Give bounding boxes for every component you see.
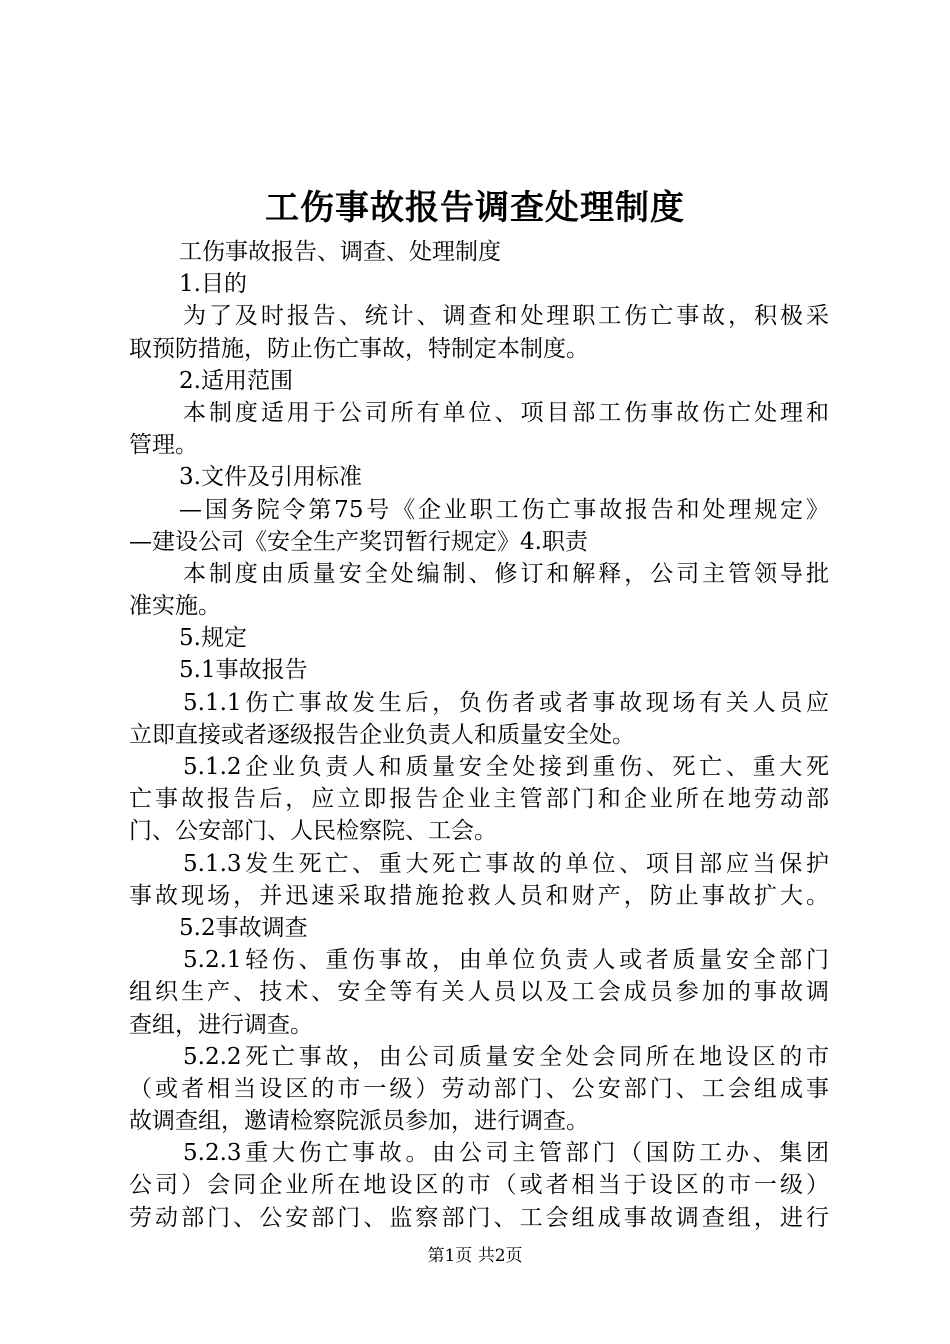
paragraph-line: 5.1.2企业负责人和质量安全处接到重伤、死亡、重大死 — [183, 754, 829, 780]
paragraph-line: 门、公安部门、人民检察院、工会。 — [129, 818, 497, 845]
paragraph-line: 管理。 — [129, 432, 198, 459]
heading-line: 工伤事故报告、调查、处理制度 — [179, 239, 501, 265]
paragraph-line: 为了及时报告、统计、调查和处理职工伤亡事故，积极采 — [183, 303, 829, 330]
document-body — [129, 236, 829, 1234]
paragraph-line: 公司）会同企业所在地设区的市（或者相当于设区的市一级） — [129, 1172, 829, 1199]
section-heading: 1.目的 — [179, 271, 247, 298]
paragraph-line: 组织生产、技术、安全等有关人员以及工会成员参加的事故调 — [129, 979, 829, 1006]
paragraph-line: 事故现场，并迅速采取措施抢救人员和财产，防止事故扩大。 — [129, 882, 829, 909]
paragraph-line: 5.2.2死亡事故，由公司质量安全处会同所在地设区的市 — [183, 1043, 829, 1070]
paragraph-line: 5.1.1伤亡事故发生后，负伤者或者事故现场有关人员应 — [183, 689, 829, 716]
section-heading: 3.文件及引用标准 — [179, 464, 362, 491]
paragraph-line: 5.2.1轻伤、重伤事故，由单位负责人或者质量安全部门 — [183, 947, 829, 974]
paragraph-line: 准实施。 — [129, 593, 221, 620]
paragraph-line: 故调查组，邀请检察院派员参加，进行调查。 — [129, 1108, 589, 1135]
paragraph-line: 本制度适用于公司所有单位、项目部工伤事故伤亡处理和 — [183, 399, 829, 426]
section-heading: 2.适用范围 — [179, 367, 293, 394]
paragraph-line: 5.1.3发生死亡、重大死亡事故的单位、项目部应当保护 — [183, 850, 829, 877]
paragraph-line: —建设公司《安全生产奖罚暂行规定》4.职责 — [129, 528, 588, 555]
paragraph-line: —国务院令第75号《企业职工伤亡事故报告和处理规定》 — [179, 496, 829, 523]
paragraph-line: （或者相当设区的市一级）劳动部门、公安部门、工会组成事 — [129, 1075, 829, 1102]
paragraph-line: 取预防措施，防止伤亡事故，特制定本制度。 — [129, 335, 589, 362]
section-heading: 5.规定 — [179, 625, 247, 652]
paragraph-line: 劳动部门、公安部门、监察部门、工会组成事故调查组，进行 — [129, 1204, 829, 1231]
paragraph-line: 立即直接或者逐级报告企业负责人和质量安全处。 — [129, 721, 635, 748]
paragraph-line: 查组，进行调查。 — [129, 1011, 313, 1038]
paragraph-line: 本制度由质量安全处编制、修订和解释，公司主管领导批 — [183, 560, 829, 587]
section-heading: 5.2事故调查 — [179, 914, 308, 941]
section-heading: 5.1事故报告 — [179, 657, 308, 684]
document-title: 工伤事故报告调查处理制度 — [265, 188, 685, 228]
page-number-footer: 第1页 共2页 — [427, 1246, 523, 1266]
paragraph-line: 5.2.3重大伤亡事故。由公司主管部门（国防工办、集团 — [183, 1140, 829, 1167]
paragraph-line: 亡事故报告后，应立即报告企业主管部门和企业所在地劳动部 — [129, 786, 829, 813]
